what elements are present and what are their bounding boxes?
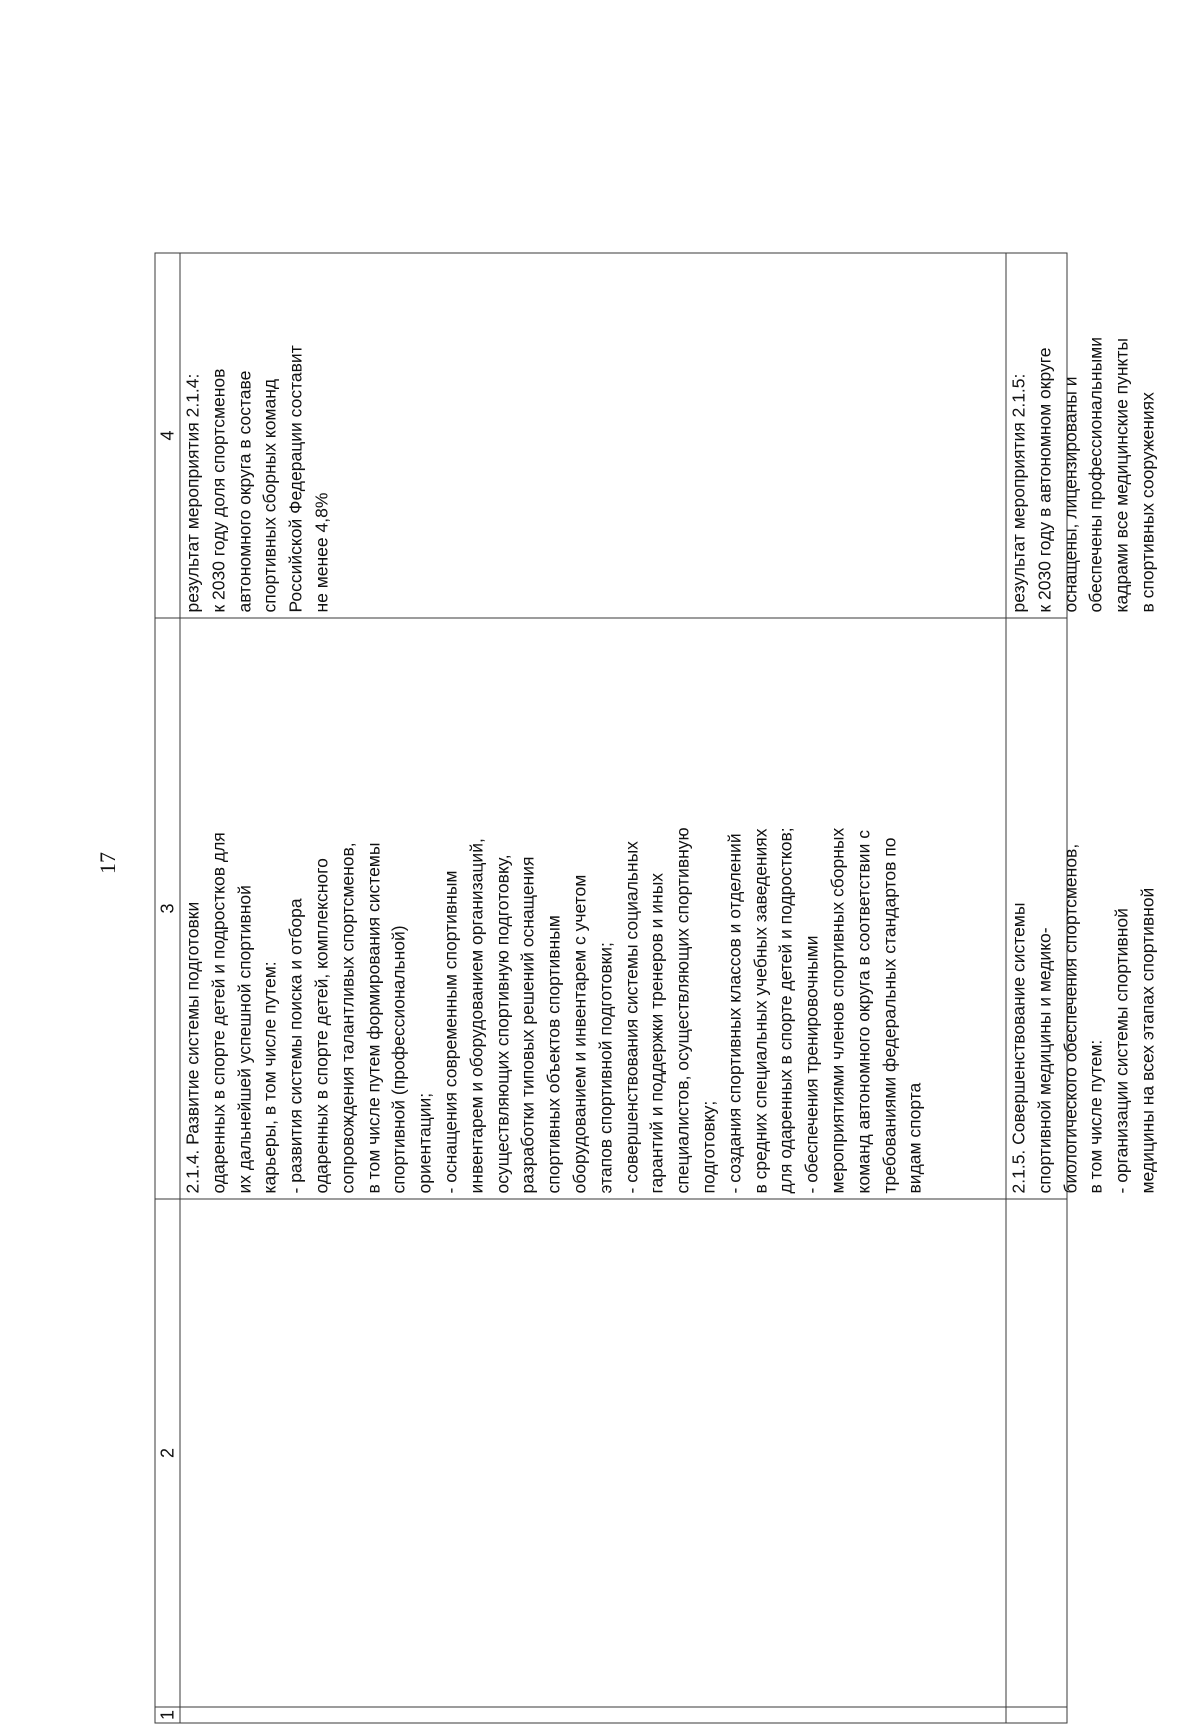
cell-text [1007,1205,1067,1702]
measures-table [155,253,1158,1724]
measure-2-1-4-description [180,618,1006,1199]
row-214-col1 [180,1707,1006,1723]
measure-2-1-5-result [1006,253,1158,618]
measure-2-1-4-result [180,253,1006,618]
cell-text: 2.1.4. Развитие системы подготовки одаренных в спорте детей и подростков для их дальнейшей успешной спортивной карьеры, в том числе путем: - развития системы поиска и отбора одаренных в спорте детей, комплексного сопровождения талантливых спортсменов, в том числе путем формирования системы спортивной (профессиональной) ориентации; - оснащения современным спортивным инвентарем и оборудованием организаций, осуществляющих спортивную подготовку, разработки типовых решений оснащения спортивных объектов спортивным оборудованием и инвентарем с учетом этапов спортивной подготовки; - совершенствования системы социальных гарантий и поддержки тренеров и иных специалистов, осуществляющих спортивную подготовку; - создания спортивных классов и отделений в средних специальных учебных заведениях для одаренных в спорте детей и подростков; - обеспечения тренировочными мероприятиями членов спортивных сборных команд автономного округа в соответствии с требованиями федеральных стандартов по видам спорта [182,827,925,1194]
cell-text: результат мероприятия 2.1.5: к 2030 году в автономном округе оснащены, лицензированы и обеспечены профессиональными кадрами все медицинские пункты в спортивных сооружениях [1008,337,1158,613]
cell-text: 2.1.5. Совершенствование системы спортивной медицины и медико- биологического обеспечения спортсменов, в том числе путем: - организации системы спортивной медицины на всех этапах спортивной [1008,843,1158,1194]
cell-text: результат мероприятия 2.1.4: к 2030 году доля спортсменов автономного округа в составе спортивных сборных команд Российской Федерации составит не менее 4,8% [182,345,332,613]
measure-2-1-5-description [1006,618,1158,1199]
table-row [180,253,1006,1723]
table-header-row [155,253,180,1723]
rotated-table-sheet [155,254,1158,1724]
page-number: 17 [95,852,120,874]
table-row [1006,253,1067,1723]
cell-text [1007,1713,1067,1718]
row-214-col2 [180,1199,1006,1707]
column-header-1: 1 [155,1707,180,1723]
row-215-col2 [1006,1199,1067,1707]
column-header-3: 3 [155,618,180,1199]
column-header-4: 4 [155,253,180,618]
column-header-2: 2 [155,1199,180,1707]
row-215-col1 [1006,1707,1067,1723]
